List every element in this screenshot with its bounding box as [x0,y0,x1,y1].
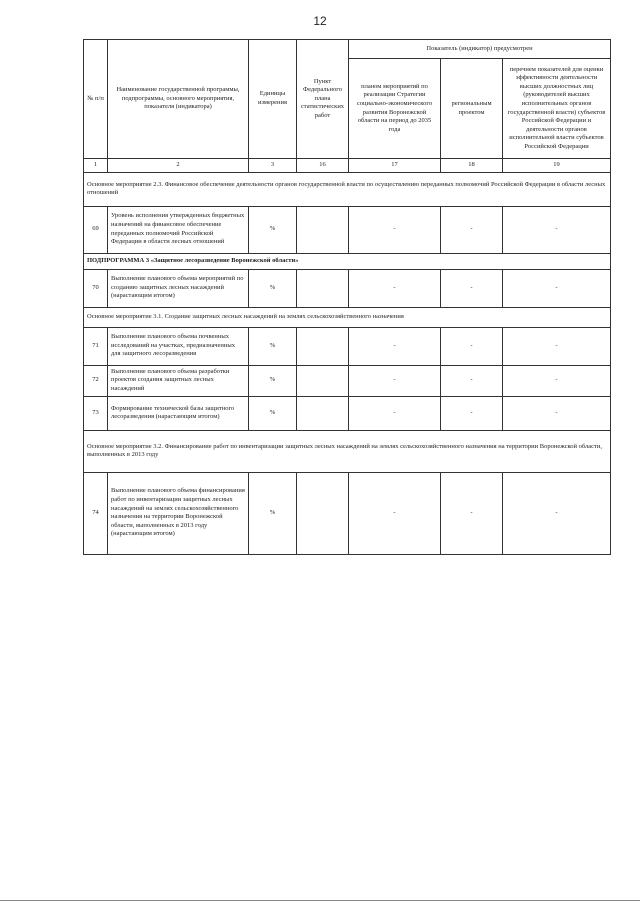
row-number: 70 [84,269,108,307]
header-regional: региональным проектом [441,59,503,159]
indicator-name: Выполнение планового объема почвенных исследований на участках, предназначенных для защитного лесоразведения [108,327,249,365]
unit-cell: % [249,472,297,554]
column-number: 1 [84,159,108,173]
header-group: Показатель (индикатор) предусмотрен [349,40,611,59]
regional-cell: - [441,206,503,253]
row-number: 71 [84,327,108,365]
section-3-2: Основное мероприятие 3.2. Финансирование работ по инвентаризации защитных лесных насаждений на землях сельскохозяйственного назначения на территории Воронежской области, выполненных в 2013 году [84,430,611,472]
footer-rule [0,900,640,901]
table-row [84,365,611,396]
indicator-name: Выполнение планового объема мероприятий по созданию защитных лесных насаждений (нарастающим итогом) [108,269,249,307]
plan-cell: - [349,269,441,307]
table-row [84,269,611,307]
row-number: 72 [84,365,108,396]
regional-cell: - [441,269,503,307]
point-cell [297,396,349,430]
section-3-1: Основное мероприятие 3.1. Создание защитных лесных насаждений на землях сельскохозяйственного назначения [84,307,611,327]
table-row [84,206,611,253]
list-cell: - [503,269,611,307]
unit-cell: % [249,327,297,365]
plan-cell: - [349,396,441,430]
indicator-name: Формирование технической базы защитного лесоразведения (нарастающим итогом) [108,396,249,430]
header-name: Наименование государственной программы, подпрограммы, основного мероприятия, показателя (индикатора) [108,40,249,159]
header-list: перечнем показателей для оценки эффективности деятельности высших должностных лиц (руководителей высших исполнительных органов государственной власти) субъектов Российской Федерации и деятельности органов исполнительной власти субъектов Российской Федерации [503,59,611,159]
regional-cell: - [441,472,503,554]
header-plan: планом мероприятий по реализации Стратегии социально-экономического развития Воронежской области на период до 2035 года [349,59,441,159]
list-cell: - [503,206,611,253]
column-number: 17 [349,159,441,173]
row-number: 69 [84,206,108,253]
regional-cell: - [441,327,503,365]
point-cell [297,206,349,253]
list-cell: - [503,396,611,430]
section-row [84,253,611,269]
indicator-name: Выполнение планового объема финансирования работ по инвентаризации защитных лесных насаждений на землях сельскохозяйственного назначения на территории Воронежской области, выполненных в 2013 году (нарастающим итогом) [108,472,249,554]
header-point: Пункт Федерального плана статистических работ [297,40,349,159]
plan-cell: - [349,472,441,554]
section-row [84,307,611,327]
point-cell [297,365,349,396]
point-cell [297,472,349,554]
row-number: 73 [84,396,108,430]
table-row [84,472,611,554]
regional-cell: - [441,396,503,430]
indicator-name: Уровень исполнения утвержденных бюджетных назначений на финансовое обеспечение переданных полномочий Российской Федерации в области лесных отношений [108,206,249,253]
section-row [84,430,611,472]
list-cell: - [503,365,611,396]
point-cell [297,269,349,307]
unit-cell: % [249,365,297,396]
column-number: 16 [297,159,349,173]
unit-cell: % [249,206,297,253]
subprogram-3: ПОДПРОГРАММА 3 «Защитное лесоразведение Воронежской области» [84,253,611,269]
section-2-3: Основное мероприятие 2.3. Финансовое обеспечение деятельности органов государственной власти по осуществлению переданных полномочий Российской Федерации в области лесных отношений [84,172,611,206]
column-number: 19 [503,159,611,173]
plan-cell: - [349,327,441,365]
column-number: 2 [108,159,249,173]
header-row-top [84,40,611,59]
table-row [84,396,611,430]
header-unit: Единицы измерения [249,40,297,159]
unit-cell: % [249,269,297,307]
row-number: 74 [84,472,108,554]
plan-cell: - [349,365,441,396]
column-number: 18 [441,159,503,173]
list-cell: - [503,327,611,365]
column-number-row [84,159,611,173]
page-number: 12 [313,14,327,28]
plan-cell: - [349,206,441,253]
regional-cell: - [441,365,503,396]
point-cell [297,327,349,365]
unit-cell: % [249,396,297,430]
header-num: № п/п [84,40,108,159]
table-row [84,327,611,365]
indicator-name: Выполнение планового объема разработки проектов создания защитных лесных насаждений [108,365,249,396]
list-cell: - [503,472,611,554]
column-number: 3 [249,159,297,173]
indicators-table [83,39,611,555]
section-row [84,172,611,206]
